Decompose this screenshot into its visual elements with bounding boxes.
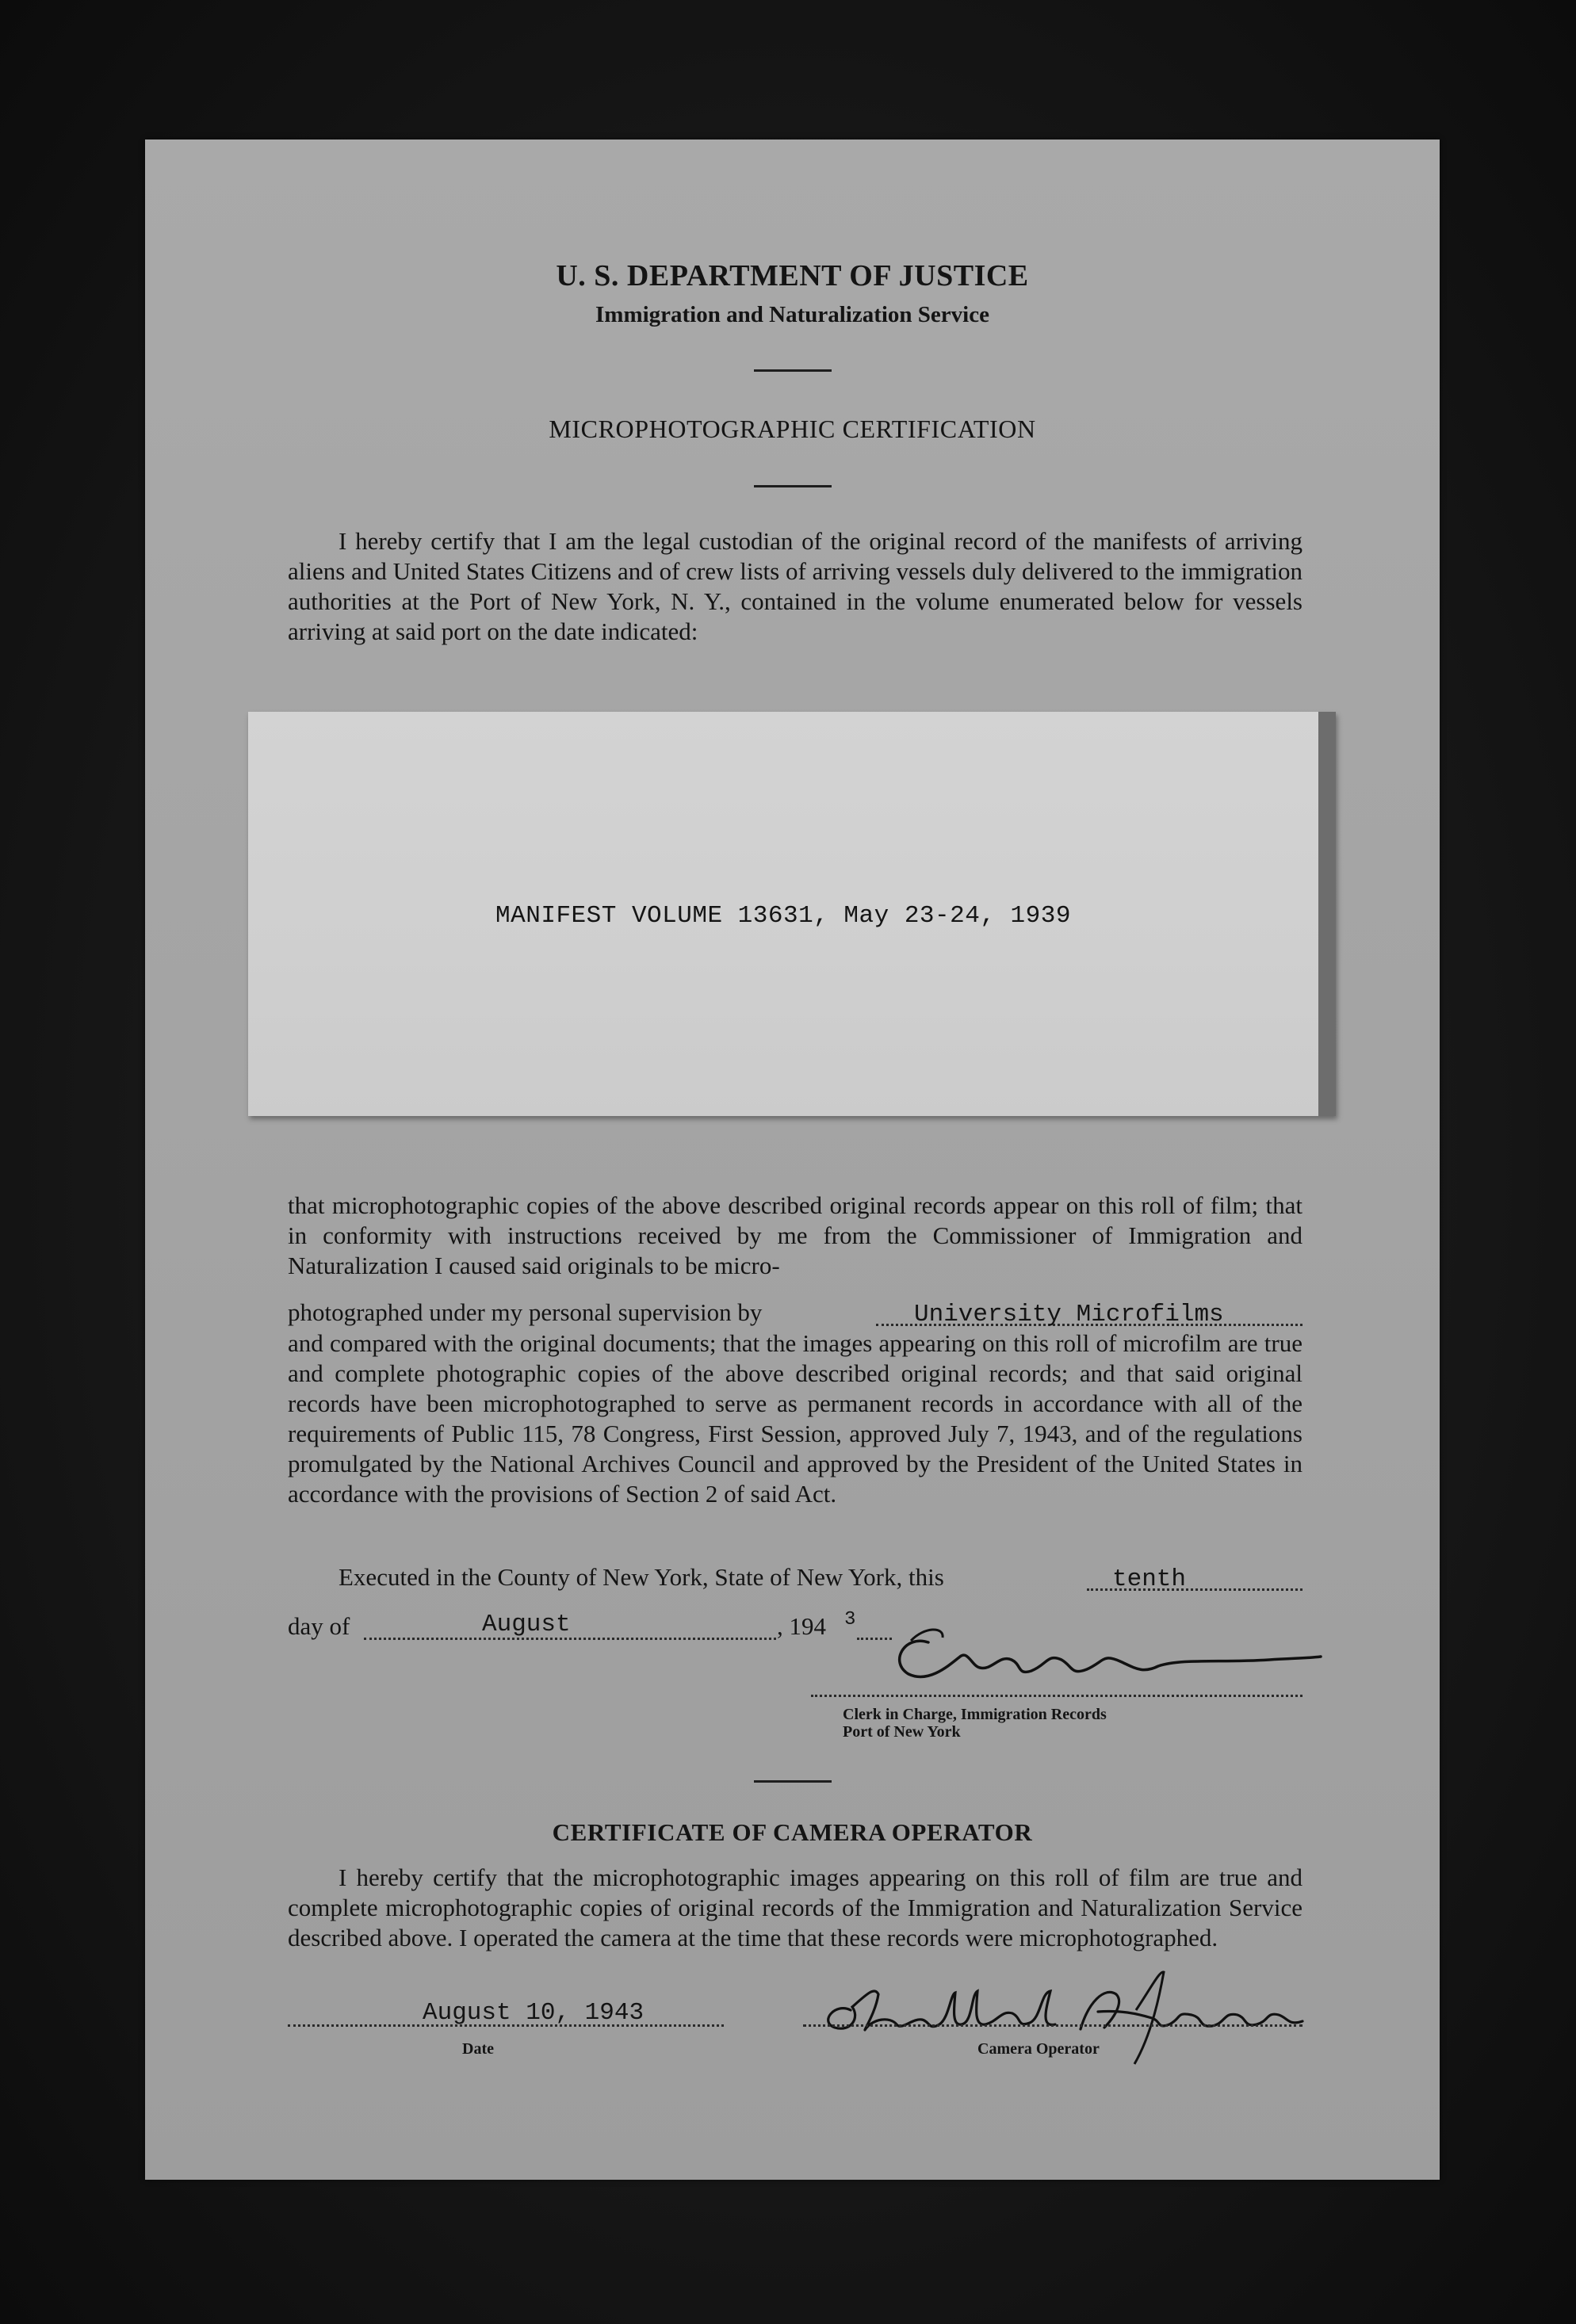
executed-day-value: tenth	[1112, 1565, 1187, 1593]
body-paragraph-a	[288, 1191, 1302, 1281]
certificate-sheet	[145, 140, 1440, 2180]
service-subheading: Immigration and Naturalization Service	[595, 302, 989, 327]
divider-rule	[754, 369, 832, 372]
intro-paragraph	[288, 526, 1302, 647]
body-paragraph-b	[288, 1328, 1302, 1509]
clerk-signature	[809, 1619, 1325, 1690]
photographed-by-value: University Microfilms	[914, 1301, 1224, 1328]
operator-signature-line	[803, 2024, 1302, 2027]
divider-rule	[754, 1780, 832, 1783]
date-label: Date	[462, 2040, 494, 2058]
day-of-label: day of	[288, 1612, 350, 1640]
executed-prefix: Executed in the County of New York, State of New York, this	[339, 1563, 944, 1591]
date-value: August 10, 1943	[423, 1999, 645, 2027]
month-value: August	[482, 1611, 571, 1638]
manifest-volume-slip	[248, 712, 1336, 1116]
clerk-title-line1: Clerk in Charge, Immigration Records	[843, 1706, 1107, 1723]
camera-text: I hereby certify that the microphotographic images appearing on this roll of film are true and complete microphotographic copies of original records of the Immigration and Naturalization Service described above. I operated the camera at the time that these records were microphotographed.	[288, 1863, 1302, 1951]
operator-label: Camera Operator	[977, 2040, 1100, 2058]
manifest-volume-text: MANIFEST VOLUME 13631, May 23-24, 1939	[495, 902, 1071, 930]
clerk-title-line2: Port of New York	[843, 1723, 961, 1741]
body-text-a: that microphotographic copies of the above described original records appear on this roll of film; that in conformity with instructions received by me from the Commissioner of Immigration and Naturalization I caused said originals to be micro-	[288, 1191, 1302, 1279]
clerk-signature-line	[811, 1695, 1302, 1697]
intro-text: I hereby certify that I am the legal custodian of the original record of the manifests of arriving aliens and United States Citizens and of crew lists of arriving vessels duly delivered to the immigration authorities at the Port of New York, N. Y., contained in the volume enumerated below for vessels arriving at said port on the date indicated:	[288, 527, 1302, 645]
camera-certificate-title: CERTIFICATE OF CAMERA OPERATOR	[552, 1818, 1033, 1846]
department-heading: U. S. DEPARTMENT OF JUSTICE	[556, 259, 1029, 292]
year-prefix: , 194	[777, 1612, 826, 1640]
photographed-by-prefix: photographed under my personal supervision by	[288, 1298, 763, 1326]
year-digit: 3	[844, 1609, 856, 1630]
body-text-b: and compared with the original documents; that the images appearing on this roll of microfilm are true and complete photographic copies of the above described original records; and that said original records have been microphotographed to serve as permanent records in accordance with all of the requirements of Public 115, 78 Congress, First Session, approved July 7, 1943, and of the regulations promulgated by the National Archives Council and approved by the President of the United States in accordance with the provisions of Section 2 of said Act.	[288, 1329, 1302, 1508]
camera-paragraph	[288, 1863, 1302, 1953]
divider-rule	[754, 485, 832, 487]
certification-title: MICROPHOTOGRAPHIC CERTIFICATION	[549, 415, 1036, 443]
